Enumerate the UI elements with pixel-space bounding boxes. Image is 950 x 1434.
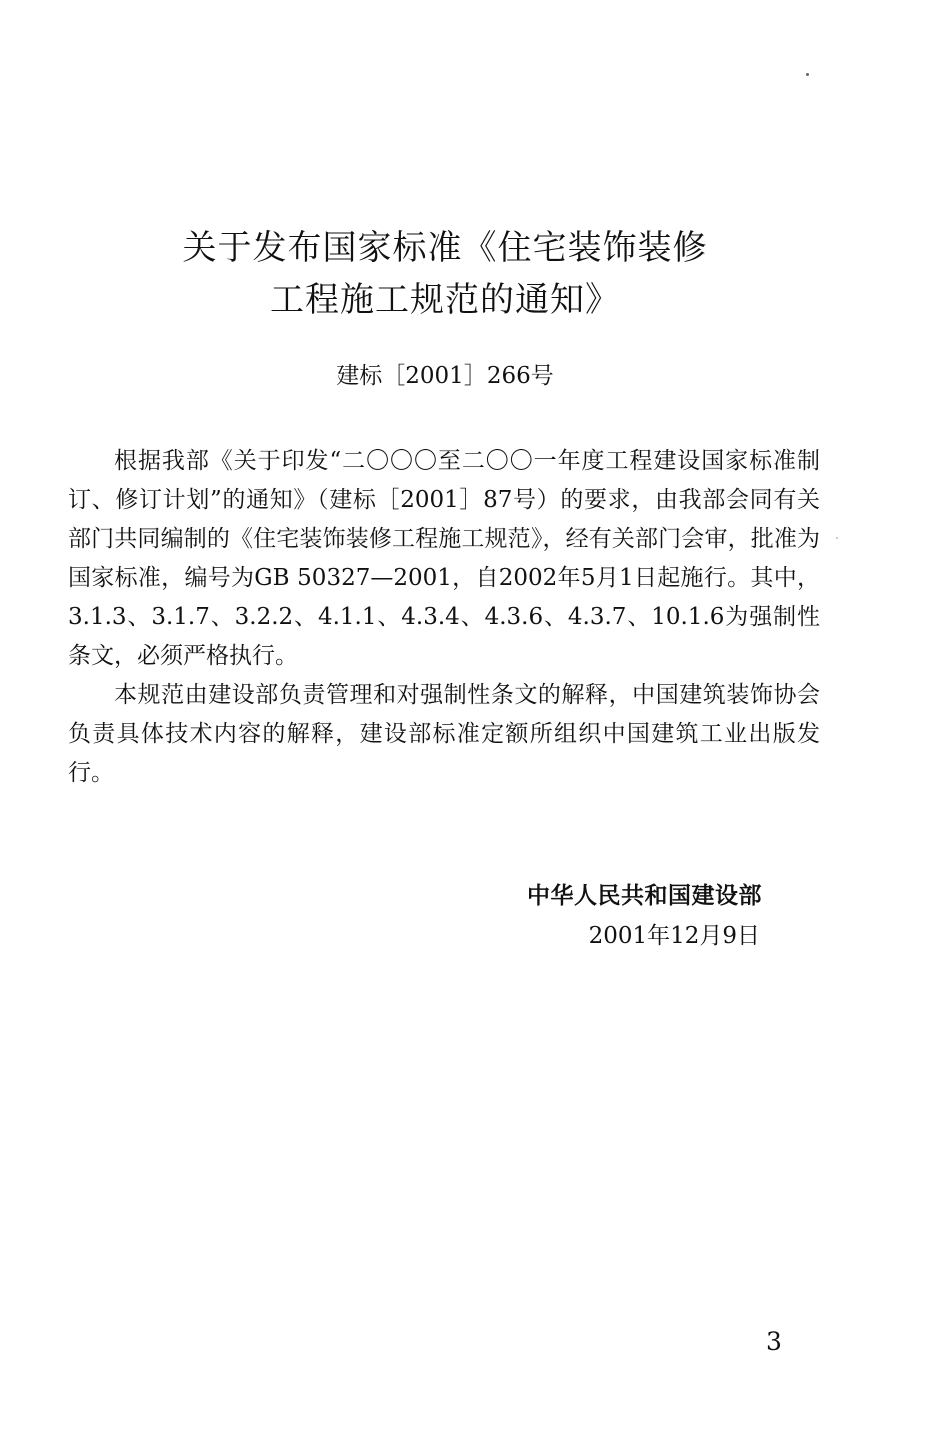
- page-number: 3: [766, 1327, 782, 1356]
- issue-date: 2001年12月9日: [588, 923, 760, 949]
- scan-speck: [836, 537, 838, 539]
- notice-body: [68, 442, 820, 793]
- notice-title-line-2: 工程施工规范的通知》: [270, 280, 620, 320]
- document-number: 建标［2001］266号: [336, 363, 554, 389]
- issuing-organization: 中华人民共和国建设部: [527, 883, 762, 909]
- scan-speck: [806, 73, 809, 76]
- notice-title: [0, 222, 890, 326]
- body-paragraph-1: 根据我部《关于印发“二〇〇〇至二〇〇一年度工程建设国家标准制订、修订计划”的通知》（建标［2001］87号）的要求，由我部会同有关部门共同编制的《住宅装饰装修工程施工规范》，经有关部门会审，批准为国家标准，编号为GB 50327—2001，自2002年5月1日起施行。其中，3.1.3、3.1.7、3.2.2、4.1.1、4.3.4、4.3.6、4.3.7、10.1.6为强制性条文，必须严格执行。: [68, 448, 820, 669]
- notice-title-line-1: 关于发布国家标准《住宅装饰装修: [182, 228, 708, 268]
- body-paragraph-2: 本规范由建设部负责管理和对强制性条文的解释，中国建筑装饰协会负责具体技术内容的解释，建设部标准定额所组织中国建筑工业出版发行。: [68, 682, 820, 786]
- signature-block: [527, 876, 762, 956]
